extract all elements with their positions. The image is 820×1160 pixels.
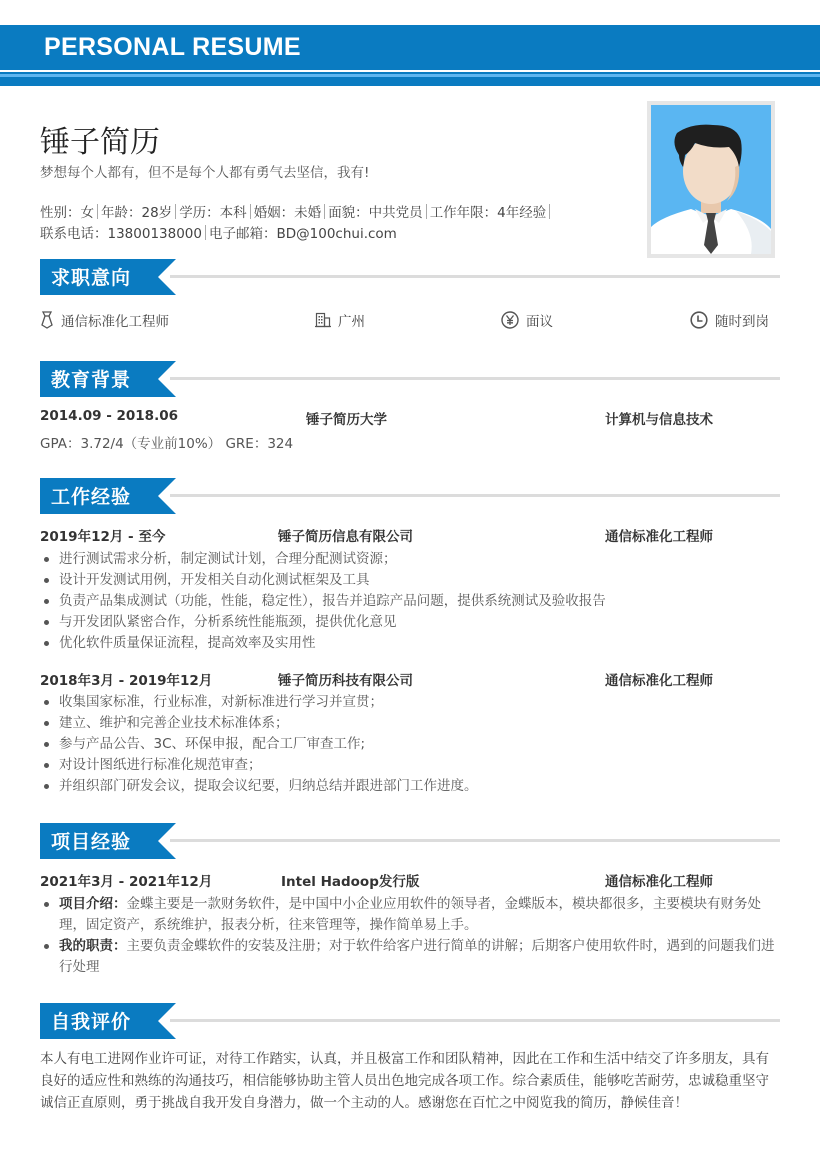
avatar-illustration-icon: [651, 105, 771, 254]
intent-salary: [501, 310, 553, 330]
separator: [250, 204, 251, 219]
job-period: 2018年3月 - 2019年12月: [40, 673, 213, 689]
job-duties-list: [40, 549, 780, 654]
self-evaluation-text: 本人有电工进网作业许可证，对待工作踏实，认真，并且极富工作和团队精神，因此在工作和生活中结交了许多朋友，具有良好的适应性和熟练的沟通技巧，相信能够协助主管人员出色地完成各项工作。综合素质佳，能够吃苦耐劳，忠诚稳重坚守诚信正直原则，勇于挑战自我开发自身潜力，做一个主动的人。感谢您在百忙之中阅览我的简历，静候佳音！: [40, 1051, 769, 1111]
project-role: 通信标准化工程师: [605, 874, 713, 890]
section-header-education: [40, 361, 780, 397]
duty-item: 建立、维护和完善企业技术标准体系；: [40, 713, 780, 734]
section-title: 工作经验: [51, 486, 132, 508]
tie-icon: [40, 311, 54, 329]
intent-position-label: 通信标准化工程师: [61, 314, 169, 330]
job-intent-row: [40, 310, 780, 332]
separator: [205, 225, 206, 240]
duty-item: 与开发团队紧密合作，分析系统性能瓶颈，提供优化意见: [40, 612, 780, 633]
banner-divider-white: [0, 70, 820, 72]
section-tab: [40, 259, 176, 295]
basic-info-line: [40, 201, 553, 221]
section-rule: [170, 377, 780, 380]
project-intro-text: 金蝶主要是一款财务软件，是中国中小企业应用软件的领导者，金蝶版本，模块都很多，主要模块有财务处理，固定资产，系统维护，报表分析，往来管理等，操作简单易上手。: [59, 896, 761, 933]
info-gender: 性别：女: [40, 205, 94, 221]
duty-item: 进行测试需求分析，制定测试计划，合理分配测试资源；: [40, 549, 780, 570]
duty-item: 设计开发测试用例，开发相关自动化测试框架及工具: [40, 570, 780, 591]
project-duty-label: 我的职责：: [59, 938, 127, 954]
duty-item: 优化软件质量保证流程，提高效率及实用性: [40, 633, 780, 654]
section-tab: [40, 361, 176, 397]
section-title: 教育背景: [51, 369, 132, 391]
section-header-project: [40, 823, 780, 859]
duty-item: 参与产品公告、3C、环保申报，配合工厂审查工作;: [40, 734, 780, 755]
job-period: 2019年12月 - 至今: [40, 529, 166, 545]
intent-salary-label: 面议: [526, 314, 553, 330]
job-role: 通信标准化工程师: [605, 673, 713, 689]
project-details-list: [40, 894, 780, 978]
profile-photo: [647, 101, 775, 258]
education-detail: GPA：3.72/4（专业前10%） GRE：324: [40, 436, 294, 452]
education-period: 2014.09 - 2018.06: [40, 408, 178, 424]
section-rule: [170, 275, 780, 278]
section-tab: [40, 823, 176, 859]
job-role: 通信标准化工程师: [605, 529, 713, 545]
duty-item: 对设计图纸进行标准化规范审查；: [40, 755, 780, 776]
header-banner: [0, 25, 820, 86]
section-rule: [170, 1019, 780, 1022]
project-intro-item: [40, 894, 780, 936]
section-title: 项目经验: [51, 831, 132, 853]
job-company: 锤子简历科技有限公司: [278, 673, 413, 689]
duty-item: 负责产品集成测试（功能，性能，稳定性），报告并追踪产品问题，提供系统测试及验收报告: [40, 591, 780, 612]
job-company: 锤子简历信息有限公司: [278, 529, 413, 545]
intent-availability-label: 随时到岗: [715, 314, 769, 330]
project-name: Intel Hadoop发行版: [281, 874, 420, 890]
education-school: 锤子简历大学: [306, 412, 387, 428]
job-duties-list: [40, 692, 780, 797]
intent-availability: [690, 310, 769, 330]
project-row: [40, 870, 780, 890]
banner-divider-light: [0, 74, 820, 77]
section-header-intent: [40, 259, 780, 295]
candidate-name: 锤子简历: [40, 125, 160, 160]
separator: [175, 204, 176, 219]
duty-item: 收集国家标准，行业标准，对新标准进行学习并宣贯；: [40, 692, 780, 713]
separator: [549, 204, 550, 219]
section-tab: [40, 478, 176, 514]
job-row: [40, 669, 780, 689]
section-header-work: [40, 478, 780, 514]
info-phone: 联系电话：13800138000: [40, 226, 202, 242]
clock-icon: [690, 311, 708, 329]
motto: 梦想每个人都有，但不是每个人都有勇气去坚信，我有!: [40, 165, 370, 181]
project-intro-label: 项目介绍：: [59, 896, 127, 912]
intent-city-label: 广州: [338, 314, 365, 330]
contact-info-line: [40, 222, 397, 242]
project-duty-item: [40, 936, 780, 978]
job-row: [40, 525, 780, 545]
banner-title: PERSONAL RESUME: [44, 33, 301, 61]
info-email: 电子邮箱：BD@100chui.com: [208, 226, 397, 242]
separator: [426, 204, 427, 219]
section-title: 自我评价: [51, 1011, 132, 1033]
info-experience: 工作年限：4年经验: [429, 205, 547, 221]
intent-city: [315, 310, 365, 330]
section-rule: [170, 494, 780, 497]
separator: [324, 204, 325, 219]
education-row: [40, 408, 780, 428]
info-political: 面貌：中共党员: [328, 205, 423, 221]
duty-item: 并组织部门研发会议，提取会议纪要，归纳总结并跟进部门工作进度。: [40, 776, 780, 797]
building-icon: [315, 312, 331, 328]
info-age: 年龄：28岁: [101, 205, 173, 221]
intent-position: [40, 310, 169, 330]
education-major: 计算机与信息技术: [605, 412, 713, 428]
section-title: 求职意向: [51, 267, 132, 289]
yuan-icon: [501, 311, 519, 329]
section-tab: [40, 1003, 176, 1039]
project-duty-text: 主要负责金蝶软件的安装及注册；对于软件给客户进行简单的讲解；后期客户使用软件时，遇到的问题我们进行处理: [59, 938, 775, 975]
separator: [97, 204, 98, 219]
info-degree: 学历：本科: [179, 205, 247, 221]
project-period: 2021年3月 - 2021年12月: [40, 874, 213, 890]
info-marital: 婚姻：未婚: [253, 205, 322, 221]
section-rule: [170, 839, 780, 842]
section-header-self: [40, 1003, 780, 1039]
